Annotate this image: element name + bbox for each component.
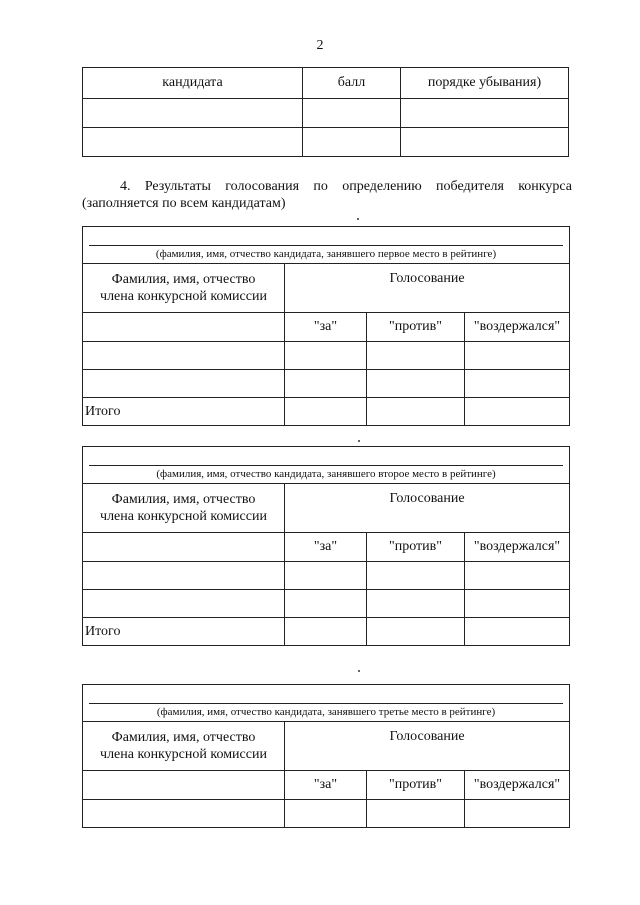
col-header-candidate: кандидата	[83, 68, 303, 99]
table-row	[83, 800, 570, 828]
total-row	[83, 398, 570, 426]
section-note: (заполняется по всем кандидатам)	[82, 196, 286, 211]
option-for: "за"	[285, 313, 367, 342]
section-heading	[82, 178, 572, 212]
stray-dot	[358, 670, 360, 672]
candidate-name-line[interactable]	[89, 465, 563, 466]
option-abstain: "воздержался"	[465, 313, 570, 342]
col-header-score: балл	[303, 68, 401, 99]
vote-header: Голосование	[285, 264, 570, 313]
option-abstain: "воздержался"	[465, 533, 570, 562]
voting-table-second-place	[82, 446, 570, 646]
candidate-caption: (фамилия, имя, отчество кандидата, занявшего первое место в рейтинге)	[155, 248, 497, 260]
page-number: 2	[316, 38, 324, 53]
section-title: 4. Результаты голосования по определению победителя конкурса	[120, 179, 572, 194]
table-row	[83, 99, 569, 128]
table-row	[83, 590, 570, 618]
total-label: Итого	[83, 398, 285, 426]
member-header: Фамилия, имя, отчество члена конкурсной комиссии	[83, 264, 285, 313]
option-for: "за"	[285, 771, 367, 800]
option-against: "против"	[367, 313, 465, 342]
table-row	[83, 128, 569, 157]
voting-table-third-place	[82, 684, 570, 828]
option-against: "против"	[367, 771, 465, 800]
table-row	[83, 562, 570, 590]
stray-dot	[358, 440, 360, 442]
voting-table-first-place	[82, 226, 570, 426]
col-header-order: порядке убывания)	[401, 68, 569, 99]
candidate-name-line[interactable]	[89, 245, 563, 246]
member-header: Фамилия, имя, отчество члена конкурсной комиссии	[83, 484, 285, 533]
member-header: Фамилия, имя, отчество члена конкурсной комиссии	[83, 722, 285, 771]
stray-dot	[357, 218, 359, 220]
candidate-caption: (фамилия, имя, отчество кандидата, занявшего второе место в рейтинге)	[156, 468, 496, 480]
vote-header: Голосование	[285, 722, 570, 771]
candidates-rating-table	[82, 67, 569, 157]
option-against: "против"	[367, 533, 465, 562]
vote-header: Голосование	[285, 484, 570, 533]
candidate-caption: (фамилия, имя, отчество кандидата, занявшего третье место в рейтинге)	[156, 706, 496, 718]
table-row	[83, 342, 570, 370]
candidate-name-line[interactable]	[89, 703, 563, 704]
option-abstain: "воздержался"	[465, 771, 570, 800]
total-label: Итого	[83, 618, 285, 646]
option-for: "за"	[285, 533, 367, 562]
table-row	[83, 370, 570, 398]
total-row	[83, 618, 570, 646]
